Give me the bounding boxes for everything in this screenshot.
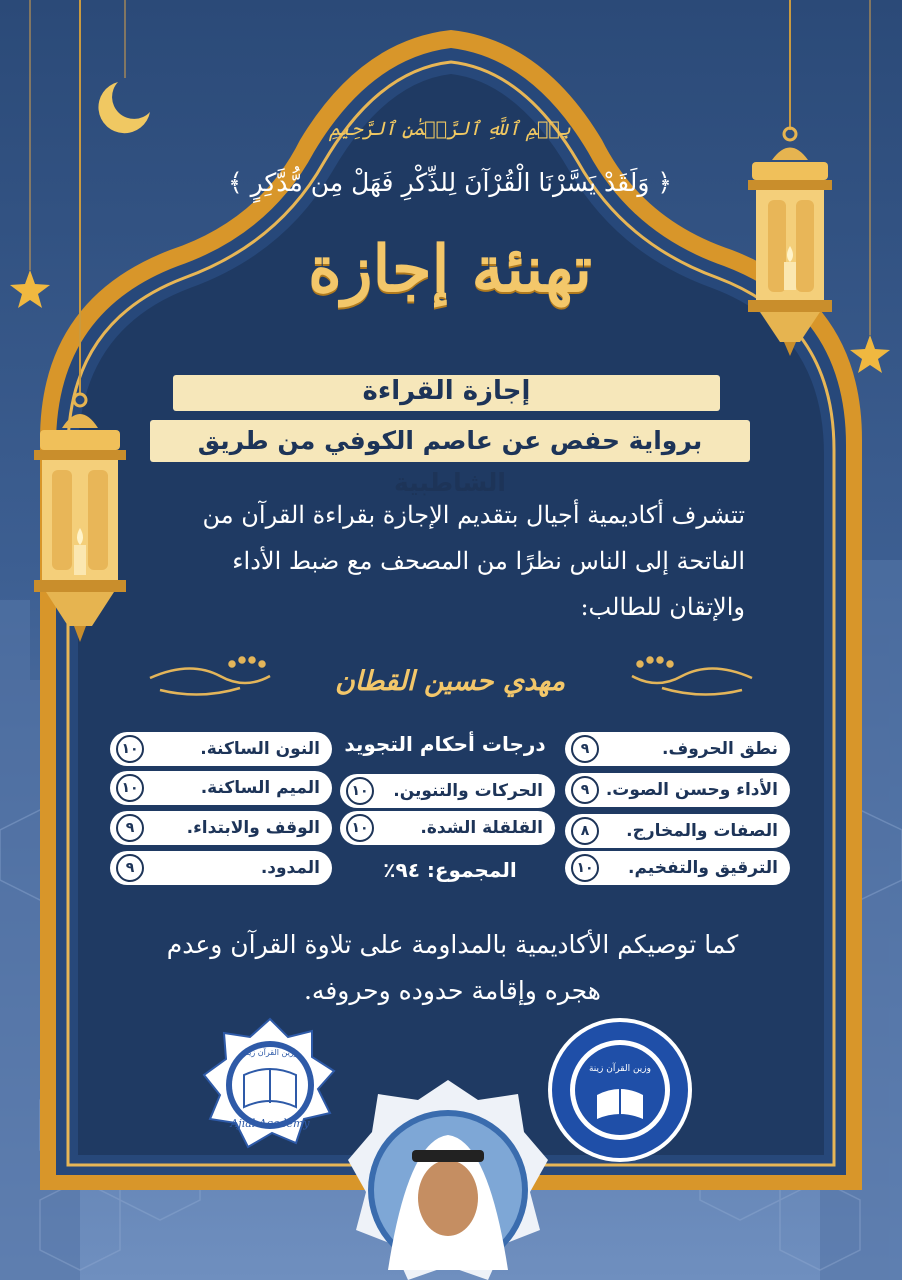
page-title: تهنئة إجازة (308, 232, 592, 307)
grade-label: المدود. (260, 858, 320, 878)
grade-pill (110, 811, 332, 845)
ijaza-type: إجازة القراءة (362, 376, 531, 406)
grade-score: ١٠ (116, 774, 144, 802)
grade-score: ١٠ (346, 814, 374, 842)
official-seal (545, 1015, 695, 1165)
grade-score: ٩ (116, 814, 144, 842)
grade-pill (110, 851, 332, 885)
star-icon-right (850, 0, 890, 373)
grade-pill (110, 771, 332, 805)
grade-label: القلقلة الشدة. (420, 818, 543, 838)
grade-pill (565, 814, 790, 848)
closing-paragraph: كما توصيكم الأكاديمية بالمداومة على تلاوة القرآن وعدم هجره وإقامة حدوده وحروفه. (166, 930, 739, 1005)
seal-tagline: وزين القرآن زينة (588, 1064, 652, 1074)
basmala: بِسۡمِ ٱللَّهِ ٱلرَّحۡمَٰنِ ٱلرَّحِيمِ (329, 118, 571, 140)
academy-logo (200, 1015, 340, 1155)
grade-pill (110, 732, 332, 766)
grade-score: ٩ (116, 854, 144, 882)
quran-verse: ﴿ وَلَقَدْ يَسَّرْنَا الْقُرْآنَ لِلذِّكْرِ فَهَلْ مِن مُّدَّكِرٍ ﴾ (227, 168, 673, 197)
grade-label: النون الساكنة. (200, 739, 320, 759)
grade-pill (565, 773, 790, 807)
crescent-moon-icon (98, 0, 150, 133)
grade-label: الصفات والمخارج. (626, 821, 778, 841)
grade-label: نطق الحروف. (662, 739, 778, 759)
academy-tagline: وزين القرآن زينة (242, 1048, 298, 1057)
grade-label: الميم الساكنة. (200, 778, 320, 798)
grade-label: الأداء وحسن الصوت. (605, 780, 778, 800)
grade-label: الوقف والابتداء. (186, 818, 320, 838)
grade-score: ١٠ (116, 735, 144, 763)
star-icon-left (10, 0, 50, 308)
grade-score: ٩ (571, 735, 599, 763)
grade-score: ١٠ (346, 777, 374, 805)
grades-heading: درجات أحكام التجويد (344, 732, 546, 756)
grade-pill (340, 811, 555, 845)
grades-total: المجموع: ٩٤٪ (383, 858, 517, 882)
grade-pill (565, 732, 790, 766)
student-name: مهدي حسين القطان (334, 666, 566, 697)
grade-pill (565, 851, 790, 885)
grade-score: ١٠ (571, 854, 599, 882)
grade-label: الحركات والتنوين. (393, 781, 543, 801)
intro-paragraph: تتشرف أكاديمية أجيال بتقديم الإجازة بقراءة القرآن من الفاتحة إلى الناس نظرًا من المصحف مع ضبط الأداء والإتقان للطالب: (202, 501, 745, 621)
grade-label: الترقيق والتفخيم. (628, 858, 778, 878)
grade-score: ٨ (571, 817, 599, 845)
grade-score: ٩ (571, 776, 599, 804)
student-photo (348, 1080, 548, 1280)
academy-name: Ajial Academy (230, 1117, 310, 1130)
grade-pill (340, 774, 555, 808)
riwaya-subtitle: برواية حفص عن عاصم الكوفي من طريق الشاطبية (150, 420, 750, 462)
lantern-right-icon (748, 0, 832, 356)
